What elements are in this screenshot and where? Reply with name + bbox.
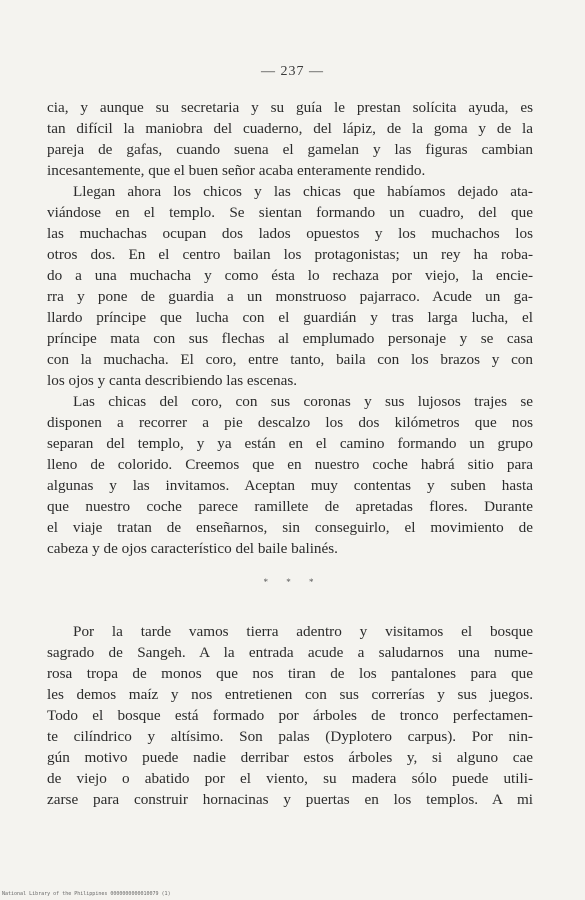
text-line: Todo el bosque está formado por árboles de tronco perfectamen- [47, 707, 533, 724]
text-line: tan difícil la maniobra del cuaderno, del lápiz, de la goma y de la [47, 120, 533, 137]
text-line: de viejo o abatido por el viento, su madera sólo puede utili- [47, 770, 533, 787]
text-line: otros dos. En el centro bailan los protagonistas; un rey ha roba- [47, 246, 533, 263]
text-line: do a una muchacha y como ésta lo rechaza por viejo, la encie- [47, 267, 533, 284]
paragraph [47, 391, 533, 559]
paragraph [47, 621, 533, 810]
text-line: llardo príncipe que lucha con el guardián y tras larga lucha, el [47, 309, 533, 326]
text-line: disponen a recorrer a pie descalzo los dos kilómetros que nos [47, 414, 533, 431]
page-number: — 237 — [261, 64, 324, 79]
text-line: el viaje tratan de enseñarnos, sin conseguirlo, el movimiento de [47, 519, 533, 536]
text-line: pareja de gafas, cuando suena el gamelan y las figuras cambian [47, 141, 533, 158]
text-block-top [47, 97, 533, 559]
text-line: sagrado de Sangeh. A la entrada acude a saludarnos una nume- [47, 644, 533, 661]
section-break: * * * [263, 577, 322, 587]
text-line: los ojos y canta describiendo las escenas. [47, 372, 298, 389]
text-line: Llegan ahora los chicos y las chicas que habíamos dejado ata- [73, 183, 533, 200]
text-line: Las chicas del coro, con sus coronas y sus lujosos trajes se [73, 393, 533, 410]
text-line: con la muchacha. El coro, entre tanto, baila con los brazos y con [47, 351, 533, 368]
text-line: te cilíndrico y altísimo. Son palas (Dyplotero carpus). Por nin- [47, 728, 533, 745]
text-line: zarse para construir hornacinas y puertas en los templos. A mi [47, 791, 533, 808]
text-line: viándose en el templo. Se sientan formando un cuadro, del que [47, 204, 533, 221]
text-line: que nuestro coche parece ramillete de apretadas flores. Durante [47, 498, 533, 515]
text-line: separan del templo, y ya están en el camino formando un grupo [47, 435, 533, 452]
text-line: algunas y las invitamos. Aceptan muy contentas y suben hasta [47, 477, 533, 494]
text-line: cabeza y de ojos característico del baile balinés. [47, 540, 338, 557]
paragraph [47, 97, 533, 181]
scan-footer: National Library of the Philippines 0000000000010079 (1) [2, 891, 171, 897]
text-line: cia, y aunque su secretaria y su guía le prestan solícita ayuda, es [47, 99, 533, 116]
paragraph [47, 181, 533, 391]
text-line: las muchachas ocupan dos lados opuestos y los muchachos los [47, 225, 533, 242]
text-line: gún motivo puede nadie derribar estos árboles y, si alguno cae [47, 749, 533, 766]
text-line: rosa tropa de monos que nos tiran de los pantalones para que [47, 665, 533, 682]
text-line: les demos maíz y nos entretienen con sus correrías y sus juegos. [47, 686, 533, 703]
text-line: incesantemente, que el buen señor acaba enteramente rendido. [47, 162, 426, 179]
text-line: rra y pone de guardia a un monstruoso pajarraco. Acude un ga- [47, 288, 533, 305]
text-line: Por la tarde vamos tierra adentro y visitamos el bosque [73, 623, 533, 640]
text-line: príncipe mata con sus flechas al emplumado personaje y se casa [47, 330, 533, 347]
text-line: lleno de colorido. Creemos que en nuestro coche habrá sitio para [47, 456, 533, 473]
text-block-bottom [47, 621, 533, 810]
